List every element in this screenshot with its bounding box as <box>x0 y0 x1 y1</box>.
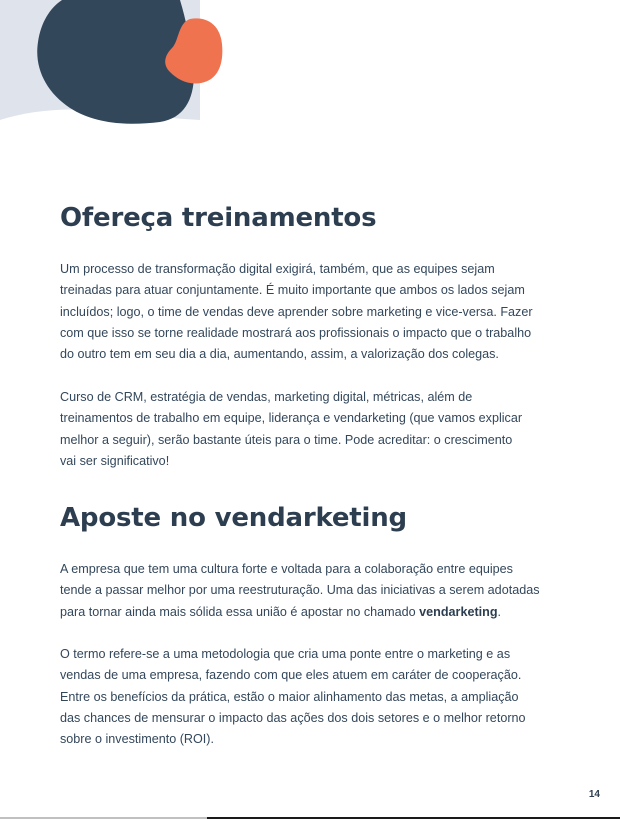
text-line: com que isso se torne realidade mostrará aos profissionais o impacto que o trabalho <box>60 325 532 340</box>
page-number: 14 <box>588 789 600 800</box>
decorative-blob-graphic <box>0 0 260 130</box>
section-heading-vendarketing: Aposte no vendarketing <box>60 503 407 533</box>
bold-term-vendarketing: vendarketing <box>419 604 498 619</box>
text-line: Um processo de transformação digital exigirá, também, que as equipes sejam <box>60 262 495 276</box>
text-line: A empresa que tem uma cultura forte e voltada para a colaboração entre equipes <box>60 562 513 576</box>
text-line: do outro tem em seu dia a dia, aumentando, assim, a valorização dos colegas. <box>60 347 499 362</box>
paragraph-vendarketing-intro <box>60 559 540 623</box>
text-line: O termo refere-se a uma metodologia que cria uma ponte entre o marketing e as <box>60 647 511 661</box>
text-line: vai ser significativo! <box>60 453 170 468</box>
text-line: Entre os benefícios da prática, estão o maior alinhamento das metas, a ampliação <box>60 689 519 704</box>
paragraph-training-intro <box>60 259 540 365</box>
text-line: tende a passar melhor por uma reestruturação. Uma das iniciativas a serem adotadas <box>60 583 540 598</box>
text-line: treinadas para atuar conjuntamente. É muito importante que ambos os lados sejam <box>60 283 525 298</box>
text-fragment: . <box>497 604 502 619</box>
text-line: incluídos; logo, o time de vendas deve aprender sobre marketing e vice-versa. Fazer <box>60 304 533 319</box>
section-heading-training: Ofereça treinamentos <box>60 203 377 233</box>
text-line <box>60 602 540 623</box>
paragraph-training-courses <box>60 387 540 472</box>
text-fragment: para tornar ainda mais sólida essa união é apostar no chamado <box>60 604 420 619</box>
text-line: sobre o investimento (ROI). <box>60 732 214 747</box>
paragraph-vendarketing-definition <box>60 644 540 750</box>
text-line: das chances de mensurar o impacto das ações dos dois setores e o melhor retorno <box>60 710 526 725</box>
text-line: treinamentos de trabalho em equipe, liderança e vendarketing (que vamos explicar <box>60 411 523 426</box>
text-line: Curso de CRM, estratégia de vendas, marketing digital, métricas, além de <box>60 390 473 404</box>
text-line: melhor a seguir), serão bastante úteis para o time. Pode acreditar: o crescimento <box>60 432 513 447</box>
text-line: vendas de uma empresa, fazendo com que eles atuem em caráter de cooperação. <box>60 668 522 683</box>
